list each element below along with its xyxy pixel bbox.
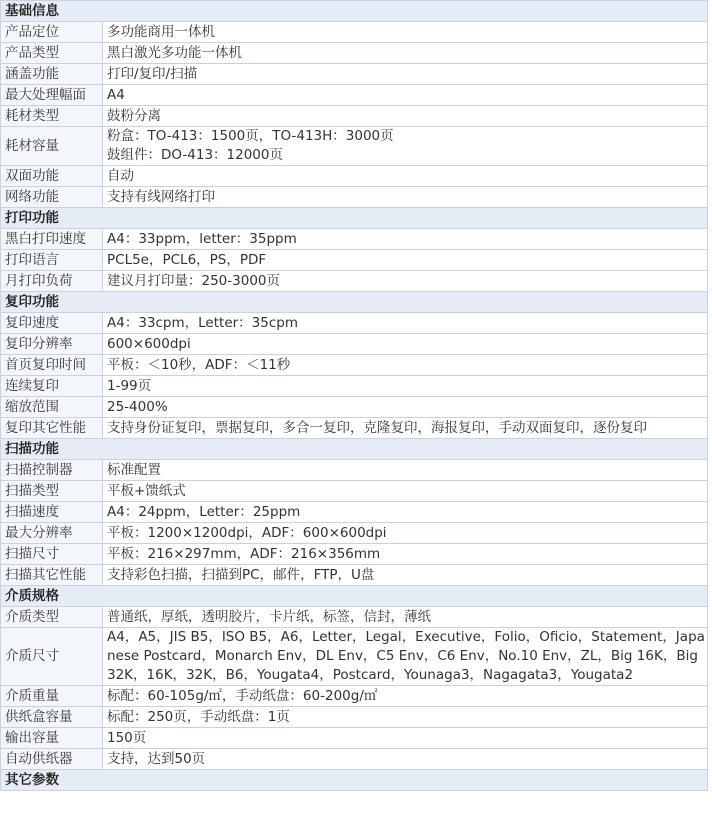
- spec-value: 建议月打印量：250-3000页: [103, 271, 708, 292]
- spec-row: [1, 418, 708, 439]
- spec-label: 复印速度: [1, 313, 103, 334]
- spec-label: 输出容量: [1, 728, 103, 749]
- spec-value: 25-400%: [103, 397, 708, 418]
- spec-label: 双面功能: [1, 166, 103, 187]
- spec-row: [1, 313, 708, 334]
- section-title: 其它参数: [1, 770, 708, 791]
- spec-value: 1-99页: [103, 376, 708, 397]
- spec-value: 支持有线网络打印: [103, 187, 708, 208]
- spec-row: [1, 376, 708, 397]
- spec-value: 黑白激光多功能一体机: [103, 43, 708, 64]
- spec-row: [1, 250, 708, 271]
- spec-value: 标准配置: [103, 460, 708, 481]
- spec-label: 供纸盒容量: [1, 707, 103, 728]
- spec-label: 月打印负荷: [1, 271, 103, 292]
- spec-row: [1, 460, 708, 481]
- spec-label: 扫描控制器: [1, 460, 103, 481]
- spec-value: A4: [103, 85, 708, 106]
- spec-value: 支持身份证复印，票据复印，多合一复印，克隆复印，海报复印，手动双面复印，逐份复印: [103, 418, 708, 439]
- spec-value: 标配：60-105g/㎡，手动纸盘：60-200g/㎡: [103, 686, 708, 707]
- spec-label: 打印语言: [1, 250, 103, 271]
- spec-value: 支持彩色扫描，扫描到PC，邮件，FTP，U盘: [103, 565, 708, 586]
- spec-value: 支持，达到50页: [103, 749, 708, 770]
- spec-value: 自动: [103, 166, 708, 187]
- spec-value: 600×600dpi: [103, 334, 708, 355]
- spec-row: [1, 749, 708, 770]
- spec-value: PCL5e，PCL6，PS，PDF: [103, 250, 708, 271]
- spec-row: [1, 187, 708, 208]
- spec-row: [1, 85, 708, 106]
- spec-value: 150页: [103, 728, 708, 749]
- spec-row: [1, 334, 708, 355]
- section-header: [1, 439, 708, 460]
- spec-value-line: 鼓组件：DO-413：12000页: [107, 147, 283, 163]
- spec-value: 普通纸，厚纸，透明胶片，卡片纸，标签，信封，薄纸: [103, 607, 708, 628]
- spec-row: [1, 707, 708, 728]
- spec-label: 扫描其它性能: [1, 565, 103, 586]
- spec-label: 首页复印时间: [1, 355, 103, 376]
- spec-label: 耗材容量: [1, 127, 103, 166]
- spec-value: 鼓粉分离: [103, 106, 708, 127]
- spec-value: 平板：＜10秒，ADF：＜11秒: [103, 355, 708, 376]
- spec-label: 耗材类型: [1, 106, 103, 127]
- spec-row: [1, 523, 708, 544]
- spec-value: A4：24ppm，Letter：25ppm: [103, 502, 708, 523]
- spec-value: 多功能商用一体机: [103, 22, 708, 43]
- spec-row: [1, 43, 708, 64]
- spec-row: [1, 502, 708, 523]
- section-title: 打印功能: [1, 208, 708, 229]
- spec-value: 平板：1200×1200dpi，ADF：600×600dpi: [103, 523, 708, 544]
- spec-row: [1, 229, 708, 250]
- spec-table-body: [1, 1, 708, 791]
- spec-label: 扫描类型: [1, 481, 103, 502]
- section-title: 基础信息: [1, 1, 708, 22]
- spec-value: 打印/复印/扫描: [103, 64, 708, 85]
- spec-row: [1, 397, 708, 418]
- spec-label: 产品定位: [1, 22, 103, 43]
- spec-label: 复印其它性能: [1, 418, 103, 439]
- spec-row: [1, 166, 708, 187]
- spec-value: 平板：216×297mm，ADF：216×356mm: [103, 544, 708, 565]
- spec-row: [1, 565, 708, 586]
- spec-row: [1, 607, 708, 628]
- spec-value-line: 粉盒：TO-413：1500页，TO-413H：3000页: [107, 128, 394, 144]
- section-header: [1, 1, 708, 22]
- spec-label: 连续复印: [1, 376, 103, 397]
- spec-value: 标配：250页，手动纸盘：1页: [103, 707, 708, 728]
- section-title: 扫描功能: [1, 439, 708, 460]
- spec-label: 介质类型: [1, 607, 103, 628]
- spec-row: [1, 127, 708, 166]
- section-title: 复印功能: [1, 292, 708, 313]
- section-header: [1, 292, 708, 313]
- spec-label: 黑白打印速度: [1, 229, 103, 250]
- spec-label: 扫描速度: [1, 502, 103, 523]
- section-header: [1, 770, 708, 791]
- spec-label: 涵盖功能: [1, 64, 103, 85]
- spec-label: 扫描尺寸: [1, 544, 103, 565]
- spec-label: 自动供纸器: [1, 749, 103, 770]
- spec-value: A4：33ppm，letter：35ppm: [103, 229, 708, 250]
- spec-row: [1, 22, 708, 43]
- section-header: [1, 208, 708, 229]
- spec-row: [1, 271, 708, 292]
- spec-label: 产品类型: [1, 43, 103, 64]
- spec-label: 网络功能: [1, 187, 103, 208]
- spec-label: 介质重量: [1, 686, 103, 707]
- spec-label: 最大处理幅面: [1, 85, 103, 106]
- spec-label: 介质尺寸: [1, 628, 103, 686]
- spec-row: [1, 728, 708, 749]
- section-header: [1, 586, 708, 607]
- spec-value: A4：33cpm，Letter：35cpm: [103, 313, 708, 334]
- spec-row: [1, 481, 708, 502]
- spec-label: 复印分辨率: [1, 334, 103, 355]
- spec-value: A4，A5，JIS B5，ISO B5，A6，Letter，Legal，Executive，Folio，Oficio，Statement，Japanese Postcard，Monarch Env，DL Env，C5 Env，C6 Env，No.10 Env，ZL，Big 16K，Big 32K，16K，32K，B6，Yougata4，Postcard，Younaga3，Nagagata3，Yougata2: [103, 628, 708, 686]
- spec-row: [1, 686, 708, 707]
- spec-value: [103, 127, 708, 166]
- spec-row: [1, 628, 708, 686]
- spec-row: [1, 64, 708, 85]
- spec-label: 最大分辨率: [1, 523, 103, 544]
- section-title: 介质规格: [1, 586, 708, 607]
- spec-row: [1, 106, 708, 127]
- spec-label: 缩放范围: [1, 397, 103, 418]
- spec-row: [1, 355, 708, 376]
- spec-row: [1, 544, 708, 565]
- spec-value: 平板+馈纸式: [103, 481, 708, 502]
